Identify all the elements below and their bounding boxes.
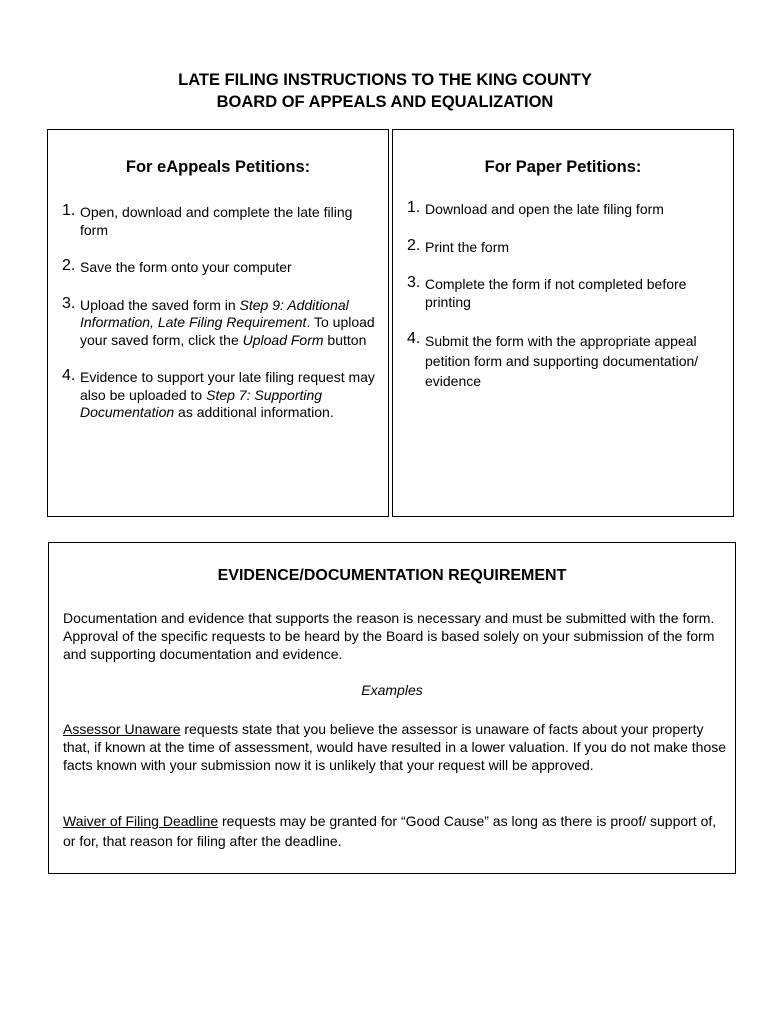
eappeals-heading: For eAppeals Petitions: (125, 158, 311, 176)
evidence-box (48, 542, 736, 874)
paper-step-2: 2. Print the form (407, 236, 510, 255)
title-line-2: BOARD OF APPEALS AND EQUALIZATION (216, 93, 554, 111)
paper-step-1: 1. Download and open the late filing form (407, 199, 664, 217)
title-line-1: LATE FILING INSTRUCTIONS TO THE KING COUNTY (178, 71, 592, 89)
paper-steps (407, 201, 725, 391)
waiver-paragraph: Waiver of Filing Deadline requests may be granted for “Good Cause” as long as there is proof/ support of, or for, that reason for filing after the deadline. (63, 813, 717, 849)
paper-box (392, 129, 734, 517)
assessor-unaware-term: Assessor Unaware (63, 721, 181, 737)
eappeals-step-2: 2. Save the form onto your computer (62, 257, 292, 275)
eappeals-step-4: 4. Evidence to support your late filing request may also be uploaded to Step 7: Supporting Documentation as additional information. (62, 367, 375, 420)
evidence-intro: Documentation and evidence that supports the reason is necessary and must be submitted with the form. Approval of the specific requests to be heard by the Board is based solely on your submission of the form and supporting documentation and evidence. (63, 610, 715, 662)
paper-step-4: 4. Submit the form with the appropriate appeal petition form and supporting documentation/ evidence (407, 330, 699, 389)
waiver-term: Waiver of Filing Deadline (63, 813, 219, 829)
eappeals-box (47, 129, 389, 517)
eappeals-step-3: 3. Upload the saved form in Step 9: Additional Information, Late Filing Requirement. To upload your saved form, click the Upload Form button (62, 294, 375, 348)
paper-heading: For Paper Petitions: (484, 158, 642, 176)
eappeals-steps (62, 204, 380, 422)
document-title (0, 69, 770, 113)
assessor-unaware-paragraph: Assessor Unaware requests state that you believe the assessor is unaware of facts about your property that, if known at the time of assessment, would have resulted in a lower valuation. If you do not make those facts known with your submission now it is unlikely that your request will be approved. (63, 721, 727, 773)
evidence-heading: EVIDENCE/DOCUMENTATION REQUIREMENT (217, 567, 567, 584)
paper-step-3: 3. Complete the form if not completed before printing (407, 274, 687, 310)
eappeals-step-1: 1. Open, download and complete the late filing form (62, 202, 353, 238)
examples-label: Examples (361, 682, 423, 698)
